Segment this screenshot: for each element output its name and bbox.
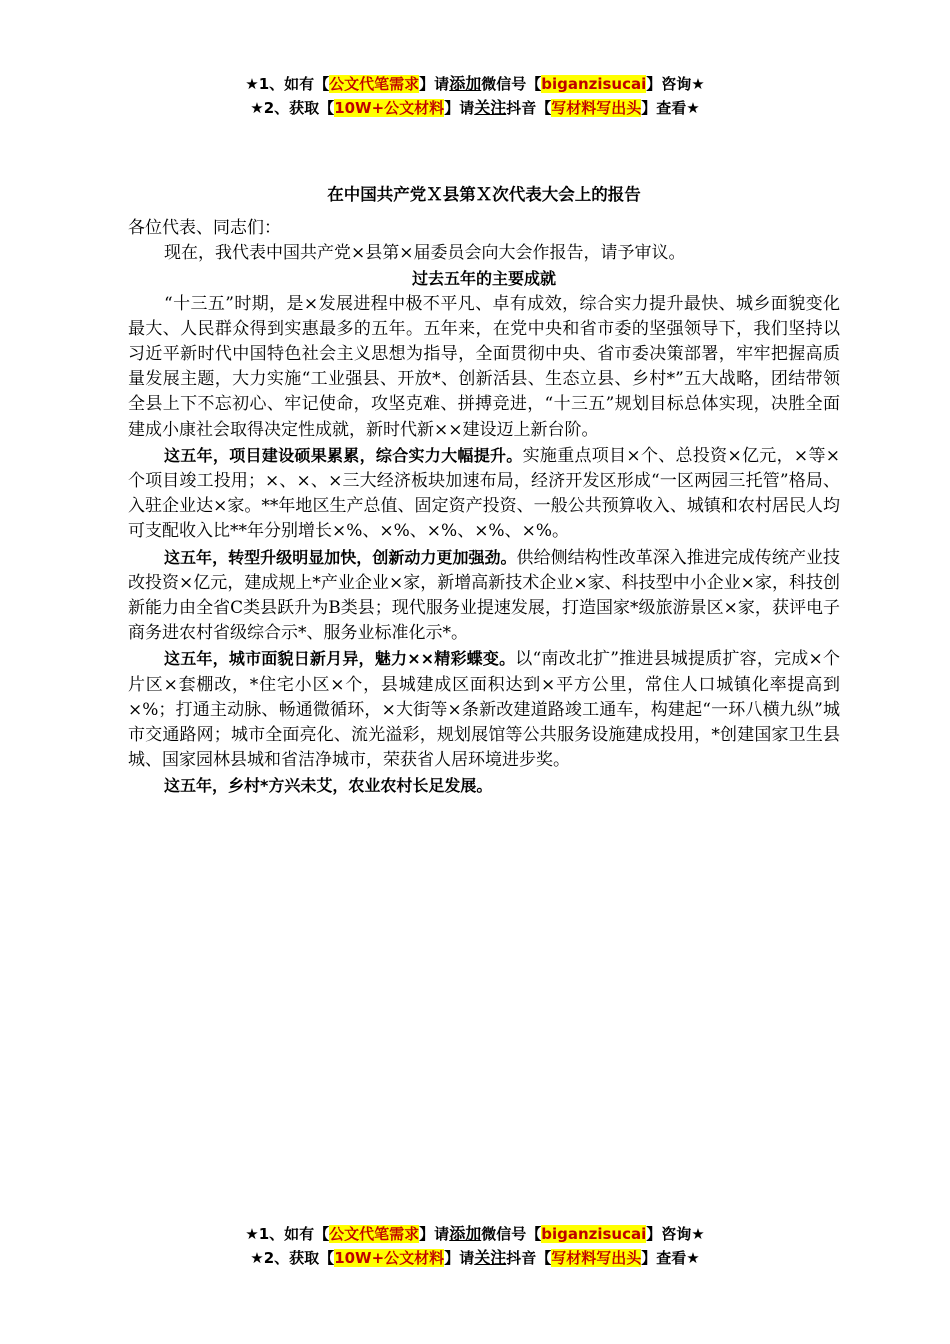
- paragraph-lead: 这五年，项目建设硕果累累，综合实力大幅提升。: [164, 445, 523, 465]
- promo-highlight: 写材料写出头: [551, 99, 642, 117]
- promo-text: 】请: [444, 99, 475, 117]
- paragraph-projects: [128, 443, 840, 545]
- promo-text: 】咨询★: [646, 1225, 705, 1243]
- promo-text: 微信号【: [481, 1225, 542, 1243]
- promo-line-1: [0, 1222, 950, 1246]
- promo-text: 抖音【: [506, 99, 552, 117]
- promo-highlight: 10W+公文材料: [334, 99, 445, 117]
- document-body: [128, 180, 840, 800]
- promo-text: 】请: [419, 1225, 450, 1243]
- promo-highlight: 写材料写出头: [551, 1249, 642, 1267]
- promo-line-2: [0, 96, 950, 120]
- promo-highlight: 10W+公文材料: [334, 1249, 445, 1267]
- promo-highlight: 公文代笔需求: [329, 1225, 420, 1243]
- paragraph-body: 供给侧结构性改革深入推进完成传统产业技改投资×亿元，建成规上*产业企业×家，新增高新技术企业×家、科技型中小企业×家，科技创新能力由全省C类县跃升为B类县；现代服务业提速发展，打造国家*级旅游景区×家，获评电子商务进农村省级综合示*、服务业标准化示*。: [128, 547, 840, 644]
- paragraph-city: [128, 646, 840, 773]
- paragraph-lead: 这五年，转型升级明显加快，创新动力更加强劲。: [164, 547, 517, 567]
- paragraph-overview: “十三五”时期，是×发展进程中极不平凡、卓有成效，综合实力提升最快、城乡面貌变化最大、人民群众得到实惠最多的五年。五年来，在党中央和省市委的坚强领导下，我们坚持以习近平新时代中国特色社会主义思想为指导，全面贯彻中央、省市委决策部署，牢牢把握高质量发展主题，大力实施“工业强县、开放*、创新活县、生态立县、乡村*”五大战略，团结带领全县上下不忘初心、牢记使命，攻坚克难、拼搏竞进，“十三五”规划目标总体实现，决胜全面建成小康社会取得决定性成就，新时代新××建设迈上新台阶。: [128, 293, 840, 440]
- promo-text: 】请: [419, 75, 450, 93]
- promo-underlined: 添加: [449, 1224, 482, 1243]
- salutation: 各位代表、同志们：: [128, 218, 281, 238]
- promo-text: ★2、获取【: [250, 99, 335, 117]
- promo-highlight: biganzisucai: [541, 75, 647, 93]
- promo-text: 】请: [444, 1249, 475, 1267]
- promo-banner-bottom: [0, 1222, 950, 1270]
- promo-underlined: 关注: [474, 1248, 507, 1267]
- promo-line-2: [0, 1246, 950, 1270]
- promo-line-1: [0, 72, 950, 96]
- promo-underlined: 关注: [474, 98, 507, 117]
- paragraph-lead: 这五年，乡村*方兴未艾，农业农村长足发展。: [164, 776, 493, 796]
- promo-banner-top: [0, 72, 950, 120]
- document-title: 在中国共产党Ｘ县第Ｘ次代表大会上的报告: [327, 185, 641, 204]
- promo-text: ★2、获取【: [250, 1249, 335, 1267]
- paragraph-body: 实施重点项目×个、总投资×亿元，×等×个项目竣工投用；×、×、×三大经济板块加速布局，经济开发区形成“一区两园三托管”格局、入驻企业达×家。**年地区生产总值、固定资产投资、一般公共预算收入、城镇和农村居民人均可支配收入比**年分别增长×%、×%、×%、×%、×%。: [128, 445, 840, 542]
- promo-text: ★1、如有【: [245, 75, 330, 93]
- intro-paragraph: 现在，我代表中国共产党×县第×届委员会向大会作报告，请予审议。: [164, 243, 686, 264]
- promo-text: 】查看★: [641, 99, 700, 117]
- paragraph-transformation: [128, 545, 840, 647]
- promo-underlined: 添加: [449, 74, 482, 93]
- paragraph-body: 以“南改北扩”推进县城提质扩容，完成×个片区×套棚改，*住宅小区×个，县城建成区面积达到×平方公里，常住人口城镇化率提高到×%；打通主动脉、畅通微循环，×大街等×条新改建道路竣工通车，构建起“一环八横九纵”城市交通路网；城市全面亮化、流光溢彩，规划展馆等公共服务设施建成投用，*创建国家卫生县城、国家园林县城和省洁净城市，荣获省人居环境进步奖。: [128, 649, 840, 771]
- promo-highlight: biganzisucai: [541, 1225, 647, 1243]
- promo-text: 微信号【: [481, 75, 542, 93]
- promo-text: 】查看★: [641, 1249, 700, 1267]
- paragraph-lead: 这五年，城市面貌日新月异，魅力××精彩蝶变。: [164, 649, 516, 669]
- promo-text: ★1、如有【: [245, 1225, 330, 1243]
- paragraph-rural: [128, 773, 840, 799]
- promo-text: 】咨询★: [646, 75, 705, 93]
- promo-highlight: 公文代笔需求: [329, 75, 420, 93]
- section-heading: 过去五年的主要成就: [411, 269, 556, 289]
- promo-text: 抖音【: [506, 1249, 552, 1267]
